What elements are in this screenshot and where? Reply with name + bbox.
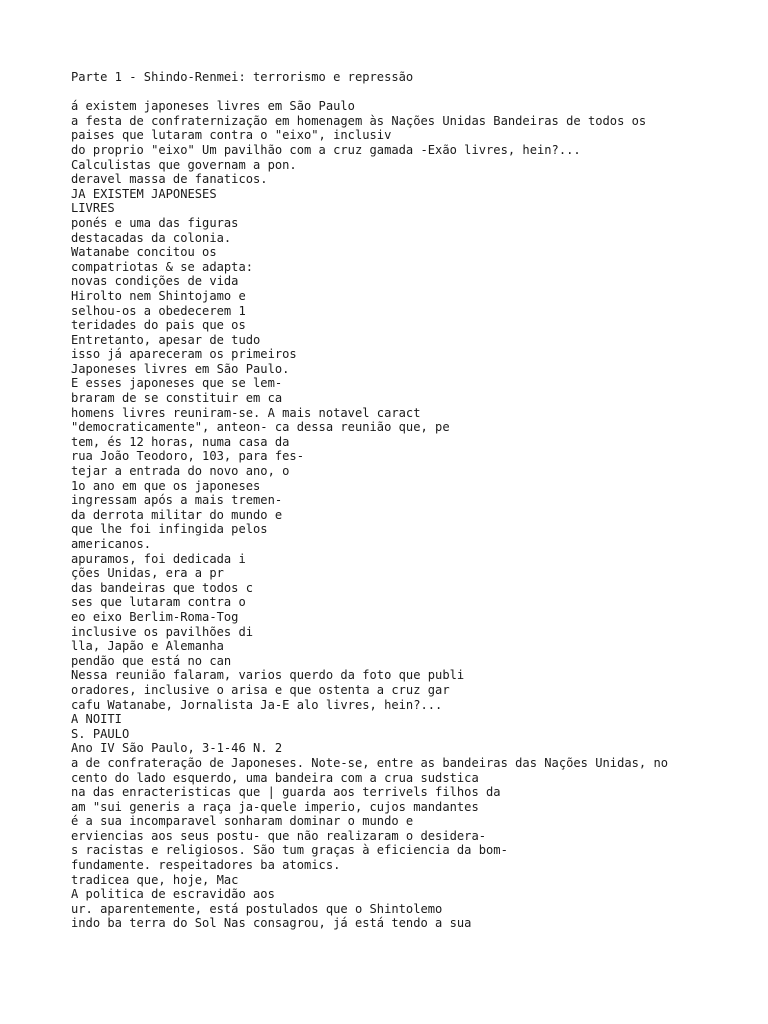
text-line: ingressam após a mais tremen- — [71, 493, 283, 508]
text-line: á existem japoneses livres em São Paulo — [71, 99, 355, 114]
text-line: selhou-os a obedecerem 1 — [71, 303, 246, 318]
text-line: da derrota militar do mundo e — [71, 507, 283, 522]
text-line: que lhe foi infingida pelos — [71, 522, 268, 537]
text-line: deravel massa de fanaticos. — [71, 172, 268, 187]
document-page — [71, 70, 761, 931]
text-line: cento do lado esquerdo, uma bandeira com a crua sudstica — [71, 770, 479, 785]
text-line: ções Unidas, era a pr — [71, 566, 224, 581]
text-line: do proprio "eixo" Um pavilhão com a cruz gamada -Exão livres, hein?... — [71, 142, 581, 157]
text-line: é a sua incomparavel sonharam dominar o mundo e — [71, 814, 414, 829]
document-body — [71, 99, 761, 931]
text-line: apuramos, foi dedicada i — [71, 551, 246, 566]
text-line: teridades do pais que os — [71, 318, 246, 333]
text-line: tem, és 12 horas, numa casa da — [71, 434, 290, 449]
text-line: inclusive os pavilhões di — [71, 624, 254, 639]
text-line: Hirolto nem Shintojamo e — [71, 288, 246, 303]
text-line: A politica de escravidão aos — [71, 887, 275, 902]
document-title: Parte 1 - Shindo-Renmei: terrorismo e repressão — [71, 70, 414, 84]
text-line: braram de se constituir em ca — [71, 391, 283, 406]
text-line: 1o ano em que os japoneses — [71, 478, 261, 493]
text-line: lla, Japão e Alemanha — [71, 639, 224, 654]
text-line: cafu Watanabe, Jornalista Ja-E alo livres, hein?... — [71, 697, 443, 712]
text-line: ponés e uma das figuras — [71, 215, 239, 230]
text-line: Ano IV São Paulo, 3-1-46 N. 2 — [71, 741, 283, 756]
text-line: a festa de confraternização em homenagem às Nações Unidas Bandeiras de todos os — [71, 113, 647, 128]
text-line: fundamente. respeitadores ba atomics. — [71, 858, 341, 873]
text-line: LIVRES — [71, 201, 115, 216]
text-line: s racistas e religiosos. São tum graças à eficiencia da bom- — [71, 843, 508, 858]
text-line: destacadas da colonia. — [71, 230, 232, 245]
text-line: pendão que está no can — [71, 653, 232, 668]
text-line: Calculistas que governam a pon. — [71, 157, 297, 172]
text-line: paises que lutaram contra o "eixo", inclusiv — [71, 128, 392, 143]
text-line: tejar a entrada do novo ano, o — [71, 464, 290, 479]
text-line: das bandeiras que todos c — [71, 580, 254, 595]
text-line: tradicea que, hoje, Mac — [71, 872, 239, 887]
text-line: ur. aparentemente, está postulados que o Shintolemo — [71, 901, 443, 916]
text-line: S. PAULO — [71, 726, 130, 741]
text-line: novas condições de vida — [71, 274, 239, 289]
text-line: oradores, inclusive o arisa e que ostenta a cruz gar — [71, 682, 450, 697]
text-line: ses que lutaram contra o — [71, 595, 246, 610]
text-line: a de confrateração de Japoneses. Note-se, entre as bandeiras das Nações Unidas, no — [71, 755, 669, 770]
text-line: na das enracteristicas que | guarda aos terrivels filhos da — [71, 785, 501, 800]
text-line: americanos. — [71, 537, 152, 551]
text-line: erviencias aos seus postu- que não realizaram o desidera- — [71, 828, 487, 843]
text-line: Japoneses livres em São Paulo. — [71, 361, 290, 376]
text-line: Nessa reunião falaram, varios querdo da foto que publi — [71, 668, 465, 683]
text-line: rua João Teodoro, 103, para fes- — [71, 449, 304, 464]
text-line: homens livres reuniram-se. A mais notavel caract — [71, 405, 421, 420]
text-line: Watanabe concitou os — [71, 245, 217, 260]
text-line: "democraticamente", anteon- ca dessa reunião que, pe — [71, 420, 450, 435]
text-line: eo eixo Berlim-Roma-Tog — [71, 609, 239, 624]
text-line: Entretanto, apesar de tudo — [71, 332, 261, 347]
text-line: JA EXISTEM JAPONESES — [71, 186, 217, 201]
text-line: A NOITI — [71, 712, 122, 727]
text-line: compatriotas & se adapta: — [71, 259, 254, 274]
text-line: indo ba terra do Sol Nas consagrou, já está tendo a sua — [71, 916, 472, 931]
text-line: isso já apareceram os primeiros — [71, 347, 297, 362]
text-line: am "sui generis a raça ja-quele imperio, cujos mandantes — [71, 799, 479, 814]
text-line: E esses japoneses que se lem- — [71, 376, 283, 391]
